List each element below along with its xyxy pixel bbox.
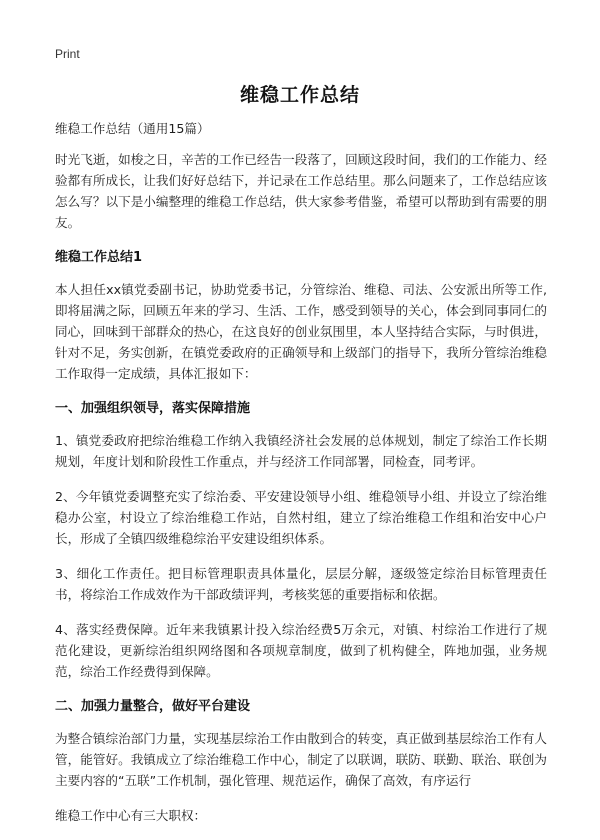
document-subtitle: 维稳工作总结（通用15篇） — [55, 121, 210, 136]
subsection-heading: 二、加强力量整合，做好平台建设 — [55, 699, 251, 714]
subsection-heading: 一、加强组织领导，落实保障措施 — [55, 401, 251, 416]
list-item: 4、落实经费保障。近年来我镇累计投入综治经费5万余元，对镇、村综治工作进行了规范化建设，更新综治组织网络图和各项规章制度，做到了机构健全，阵地加强，业务规范，综治工作经费得到保障。 — [55, 622, 547, 679]
body-paragraph: 维稳工作中心有三大职权： — [55, 808, 207, 823]
section-intro-paragraph: 本人担任xx镇党委副书记，协助党委书记，分管综治、维稳、司法、公安派出所等工作,即将届满之际，回顾五年来的学习、生活、工作，感受到领导的关心，体会到同事同仁的同心，回味到干部群众的热心，在这良好的创业氛围里，本人坚持结合实际，与时俱进，针对不足，务实创新，在镇党委政府的正确领导和上级部门的指导下，我所分管综治维稳工作取得一定成绩，具体汇报如下： — [55, 282, 547, 381]
section-heading: 维稳工作总结1 — [55, 250, 143, 265]
body-paragraph: 为整合镇综治部门力量，实现基层综治工作由散到合的转变，真正做到基层综治工作有人管，能管好。我镇成立了综治维稳工作中心，制定了以联调，联防、联勤、联治、联创为主要内容的“五联”工作机制，强化管理、规范运作，确保了高效，有序运行 — [55, 731, 547, 788]
print-link[interactable]: Print — [55, 47, 80, 61]
list-item: 3、细化工作责任。把目标管理职责具体量化，层层分解，逐级签定综治目标管理责任书，将综治工作成效作为干部政绩评判，考核奖惩的重要指标和依据。 — [55, 566, 547, 602]
document-body — [55, 118, 547, 840]
intro-paragraph: 时光飞逝，如梭之日，辛苦的工作已经告一段落了，回顾这段时间，我们的工作能力、经验都有所成长，让我们好好总结下，并记录在工作总结里。那么问题来了，工作总结应该怎么写？以下是小编整理的维稳工作总结，供大家参考借鉴，希望可以帮助到有需要的朋友。 — [55, 152, 547, 230]
document-title: 维稳工作总结 — [239, 84, 360, 106]
list-item: 1、镇党委政府把综治维稳工作纳入我镇经济社会发展的总体规划，制定了综治工作长期规划，年度计划和阶段性工作重点，并与经济工作同部署，同检查，同考评。 — [55, 433, 547, 469]
list-item: 2、今年镇党委调整充实了综治委、平安建设领导小组、维稳领导小组、并设立了综治维稳办公室，村设立了综治维稳工作站，自然村组，建立了综治维稳工作组和治安中心户长，形成了全镇四级维稳综治平安建设组织体系。 — [55, 489, 547, 546]
